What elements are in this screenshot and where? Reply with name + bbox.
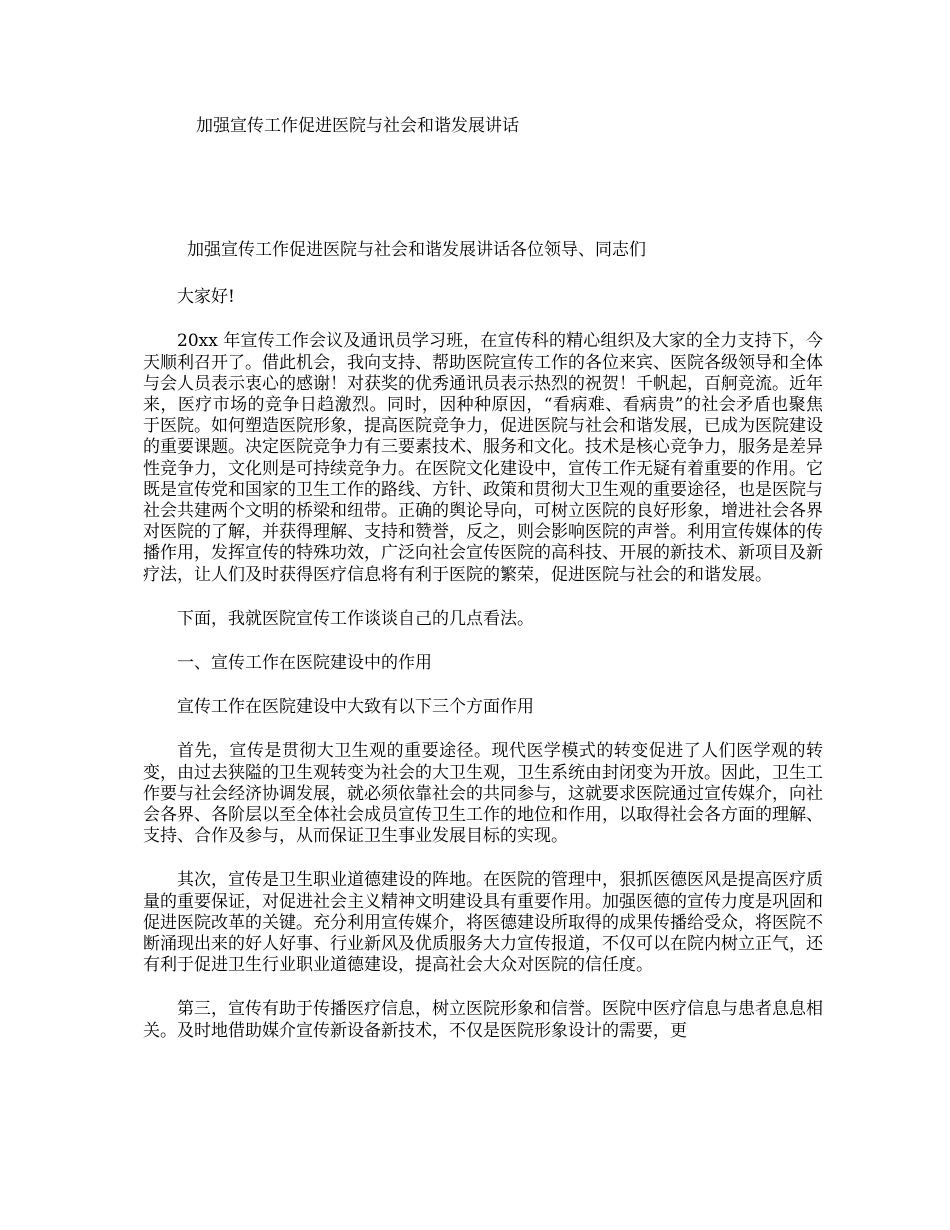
- greeting-paragraph: 大家好!: [177, 287, 235, 308]
- first-point-paragraph: 首先，宣传是贯彻大卫生观的重要途径。现代医学模式的转变促进了人们医学观的转变，由过去狭隘的卫生观转变为社会的大卫生观，卫生系统由封闭变为开放。因此，卫生工作要与社会经济协调发展，就必须依靠社会的共同参与，这就要求医院通过宣传媒介，向社会各界、各阶层以至全体社会成员宣传卫生工作的地位和作用，以取得社会各方面的理解、支持、合作及参与，从而保证卫生事业发展目标的实现。: [143, 741, 823, 847]
- document-title: 加强宣传工作促进医院与社会和谐发展讲话: [196, 116, 519, 136]
- intro-paragraph: 20xx 年宣传工作会议及通讯员学习班，在宣传科的精心组织及大家的全力支持下，今天顺利召开了。借此机会，我向支持、帮助医院宣传工作的各位来宾、医院各级领导和全体与会人员表示衷心的感谢！对获奖的优秀通讯员表示热烈的祝贺！千帆起，百舸竞流。近年来，医疗市场的竞争日趋激烈。同时，因种种原因，“看病难、看病贵”的社会矛盾也聚焦于医院。如何塑造医院形象，提高医院竞争力，促进医院与社会和谐发展，已成为医院建设的重要课题。决定医院竞争力有三要素技术、服务和文化。技术是核心竞争力，服务是差异性竞争力，文化则是可持续竞争力。在医院文化建设中，宣传工作无疑有着重要的作用。它既是宣传党和国家的卫生工作的路线、方针、政策和贯彻大卫生观的重要途径，也是医院与社会共建两个文明的桥梁和纽带。正确的舆论导向，可树立医院的良好形象，增进社会各界对医院的了解，并获得理解、支持和赞誉，反之，则会影响医院的声誉。利用宣传媒体的传播作用，发挥宣传的特殊功效，广泛向社会宣传医院的高科技、开展的新技术、新项目及新疗法，让人们及时获得医疗信息将有利于医院的繁荣，促进医院与社会的和谐发展。: [143, 331, 823, 585]
- document-body: [143, 240, 823, 1065]
- section-heading: 一、宣传工作在医院建设中的作用: [177, 653, 432, 674]
- transition-paragraph: 下面，我就医院宣传工作谈谈自己的几点看法。: [177, 608, 534, 629]
- second-point-paragraph: 其次，宣传是卫生职业道德建设的阵地。在医院的管理中，狠抓医德医风是提高医疗质量的重要保证，对促进社会主义精神文明建设具有重要作用。加强医德的宣传力度是巩固和促进医院改革的关键。充分利用宣传媒介，将医德建设所取得的成果传播给受众，将医院不断涌现出来的好人好事、行业新风及优质服务大力宣传报道，不仅可以在院内树立正气，还有利于促进卫生行业职业道德建设，提高社会大众对医院的信任度。: [143, 870, 823, 976]
- section-intro-paragraph: 宣传工作在医院建设中大致有以下三个方面作用: [177, 697, 534, 718]
- third-point-paragraph: 第三，宣传有助于传播医疗信息，树立医院形象和信誉。医院中医疗信息与患者息息相关。及时地借助媒介宣传新设备新技术，不仅是医院形象设计的需要，更: [143, 999, 823, 1041]
- speech-heading: 加强宣传工作促进医院与社会和谐发展讲话各位领导、同志们: [187, 240, 646, 260]
